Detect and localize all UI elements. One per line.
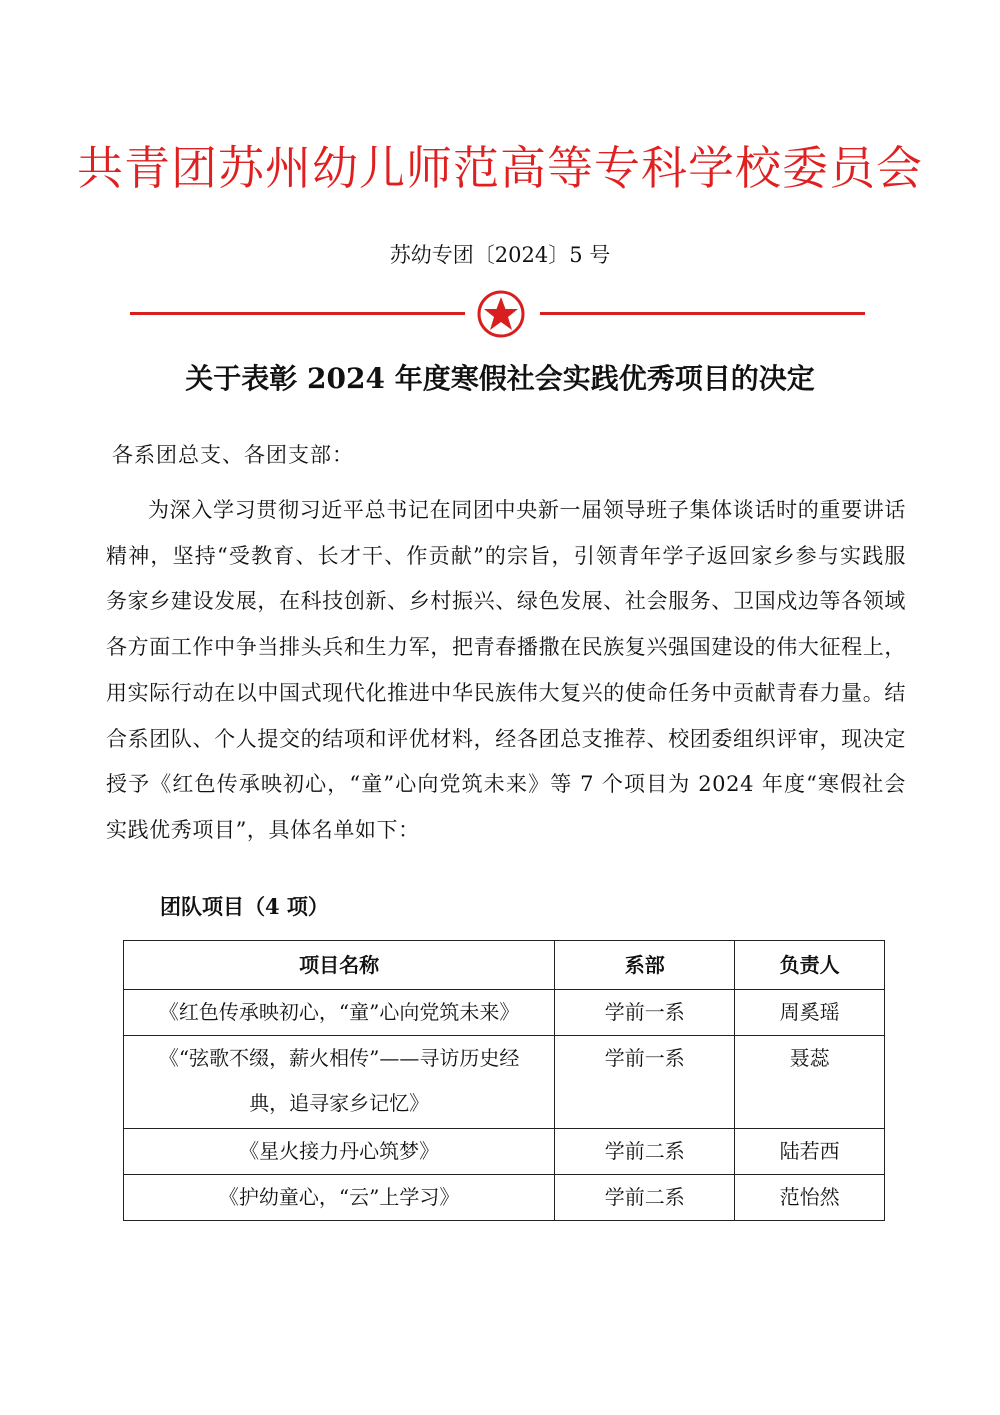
department: 学前二系 bbox=[555, 1129, 735, 1175]
leader: 陆若西 bbox=[735, 1129, 885, 1175]
project-name: 《护幼童心，“云”上学习》 bbox=[124, 1175, 555, 1221]
body-paragraph: 为深入学习贯彻习近平总书记在同团中央新一届领导班子集体谈话时的重要讲话精神，坚持“受教育、长才干、作贡献”的宗旨，引领青年学子返回家乡参与实践服务家乡建设发展，在科技创新、乡村振兴、绿色发展、社会服务、卫国戍边等各领域各方面工作中争当排头兵和生力军，把青春播撒在民族复兴强国建设的伟大征程上，用实际行动在以中国式现代化推进中华民族伟大复兴的使命任务中贡献青春力量。结合系团队、个人提交的结项和评优材料，经各团总支推荐、校团委组织评审，现决定授予《红色传承映初心，“童”心向党筑未来》等 7 个项目为 2024 年度“寒假社会实践优秀项目”，具体名单如下： bbox=[106, 498, 906, 842]
header-leader: 负责人 bbox=[735, 941, 885, 990]
department: 学前一系 bbox=[555, 990, 735, 1036]
department: 学前一系 bbox=[555, 1036, 735, 1129]
table-header-row bbox=[124, 941, 885, 990]
document-title: 关于表彰 2024 年度寒假社会实践优秀项目的决定 bbox=[185, 362, 815, 395]
section-heading: 团队项目（4 项） bbox=[160, 894, 329, 919]
red-divider-left bbox=[130, 312, 465, 315]
project-name: 《“弦歌不缀，薪火相传”——寻访历史经典，追寻家乡记忆》 bbox=[124, 1036, 555, 1129]
table-row bbox=[124, 990, 885, 1036]
project-name: 《红色传承映初心，“童”心向党筑未来》 bbox=[124, 990, 555, 1036]
table-row bbox=[124, 1175, 885, 1221]
red-star-icon bbox=[477, 290, 525, 338]
projects-table bbox=[123, 940, 885, 1221]
document-number: 苏幼专团〔2024〕5 号 bbox=[389, 243, 611, 267]
leader: 周奚瑶 bbox=[735, 990, 885, 1036]
project-name: 《星火接力丹心筑梦》 bbox=[124, 1129, 555, 1175]
leader: 范怡然 bbox=[735, 1175, 885, 1221]
salutation: 各系团总支、各团支部： bbox=[112, 443, 354, 467]
table-row bbox=[124, 1036, 885, 1129]
header-project-name: 项目名称 bbox=[124, 941, 555, 990]
header-department: 系部 bbox=[555, 941, 735, 990]
department: 学前二系 bbox=[555, 1175, 735, 1221]
leader: 聂蕊 bbox=[735, 1036, 885, 1129]
table-row bbox=[124, 1129, 885, 1175]
organization-title: 共青团苏州幼儿师范高等专科学校委员会 bbox=[77, 141, 923, 195]
red-divider-right bbox=[540, 312, 865, 315]
